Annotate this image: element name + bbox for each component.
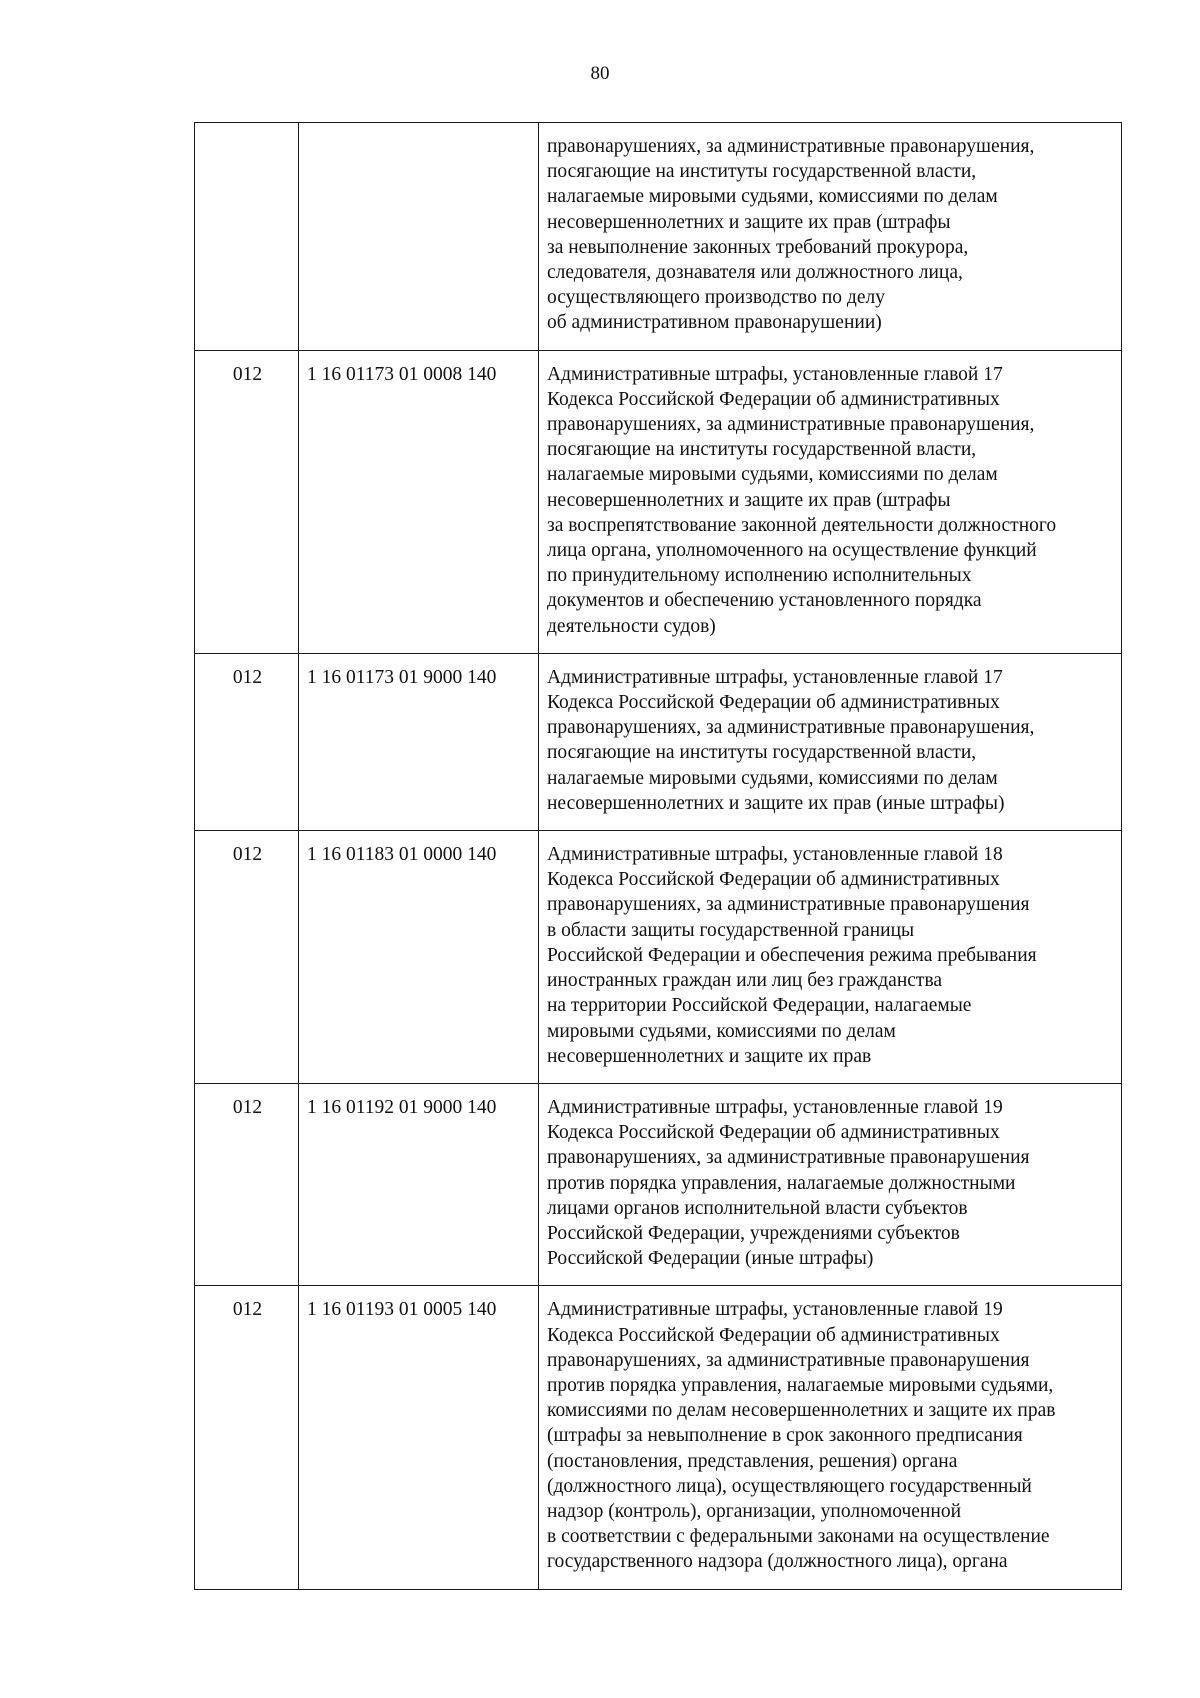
description-line: в области защиты государственной границы [547, 919, 915, 941]
description-line: комиссиями по делам несовершеннолетних и защите их прав [547, 1400, 1056, 1422]
description-cell [539, 123, 1122, 351]
description-line: посягающие на институты государственной власти, [547, 439, 977, 461]
description-line: Административные штрафы, установленные главой 17 [547, 666, 1003, 688]
description-line: Кодекса Российской Федерации об административных [547, 1122, 1000, 1144]
table-row [195, 653, 1122, 830]
description-line: правонарушениях, за административные правонарушения, [547, 414, 1035, 436]
table-row [195, 1286, 1122, 1589]
description-line: лицами органов исполнительной власти субъектов [547, 1197, 968, 1219]
admin-code-cell: 012 [195, 831, 299, 1084]
budget-code-cell: 1 16 01173 01 0008 140 [299, 350, 539, 653]
description-cell [539, 831, 1122, 1084]
description-line: Российской Федерации, учреждениями субъектов [547, 1222, 960, 1244]
description-line: против порядка управления, налагаемые должностными [547, 1172, 1016, 1194]
description-line: на территории Российской Федерации, налагаемые [547, 995, 972, 1017]
table-body [195, 123, 1122, 1590]
description-line: об административном правонарушении) [547, 312, 882, 334]
description-line: правонарушениях, за административные правонарушения [547, 894, 1030, 916]
description-line: (штрафы за невыполнение в срок законного предписания [547, 1425, 1023, 1447]
description-line: мировыми судьями, комиссиями по делам [547, 1020, 896, 1042]
description-line: посягающие на институты государственной власти, [547, 742, 977, 764]
description-line: несовершеннолетних и защите их прав (иные штрафы) [547, 792, 1005, 814]
description-line: Кодекса Российской Федерации об административных [547, 692, 1000, 714]
description-line: Кодекса Российской Федерации об административных [547, 1324, 1000, 1346]
description-line: документов и обеспечению установленного порядка [547, 590, 982, 612]
budget-code-cell: 1 16 01183 01 0000 140 [299, 831, 539, 1084]
description-line: иностранных граждан или лиц без гражданства [547, 970, 943, 992]
description-line: налагаемые мировыми судьями, комиссиями по делам [547, 464, 998, 486]
description-line: лица органа, уполномоченного на осуществление функций [547, 540, 1037, 562]
description-line: правонарушениях, за административные правонарушения [547, 1349, 1030, 1371]
table-row [195, 1083, 1122, 1285]
description-line: налагаемые мировыми судьями, комиссиями по делам [547, 186, 998, 208]
table-row [195, 831, 1122, 1084]
description-line: правонарушениях, за административные правонарушения, [547, 717, 1035, 739]
budget-code-cell: 1 16 01173 01 9000 140 [299, 653, 539, 830]
table-row [195, 123, 1122, 351]
description-line: Российской Федерации (иные штрафы) [547, 1248, 874, 1270]
description-line: несовершеннолетних и защите их прав (штрафы [547, 211, 951, 233]
description-line: несовершеннолетних и защите их прав (штрафы [547, 489, 951, 511]
description-line: за воспрепятствование законной деятельности должностного [547, 514, 1057, 536]
description-line: несовершеннолетних и защите их прав [547, 1045, 872, 1067]
page-number: 80 [590, 63, 610, 84]
description-line: налагаемые мировыми судьями, комиссиями по делам [547, 767, 998, 789]
description-line: Административные штрафы, установленные главой 17 [547, 363, 1003, 385]
description-line: Российской Федерации и обеспечения режима пребывания [547, 944, 1037, 966]
description-line: Кодекса Российской Федерации об административных [547, 388, 1000, 410]
description-line: (должностного лица), осуществляющего государственный [547, 1475, 1032, 1497]
admin-code-cell [195, 123, 299, 351]
description-line: осуществляющего производство по делу [547, 287, 885, 309]
description-line: надзор (контроль), организации, уполномоченной [547, 1500, 962, 1522]
budget-code-cell: 1 16 01193 01 0005 140 [299, 1286, 539, 1589]
description-line: в соответствии с федеральными законами на осуществление [547, 1526, 1050, 1548]
description-line: Кодекса Российской Федерации об административных [547, 869, 1000, 891]
description-line: за невыполнение законных требований прокурора, [547, 236, 969, 258]
admin-code-cell: 012 [195, 1286, 299, 1589]
description-line: деятельности судов) [547, 615, 716, 637]
table-row [195, 350, 1122, 653]
description-line: против порядка управления, налагаемые мировыми судьями, [547, 1374, 1054, 1396]
description-line: следователя, дознавателя или должностного лица, [547, 262, 963, 284]
description-line: Административные штрафы, установленные главой 19 [547, 1299, 1003, 1321]
description-line: по принудительному исполнению исполнительных [547, 565, 972, 587]
budget-code-cell [299, 123, 539, 351]
description-line: посягающие на институты государственной власти, [547, 161, 977, 183]
description-line: (постановления, представления, решения) органа [547, 1450, 958, 1472]
admin-code-cell: 012 [195, 1083, 299, 1285]
admin-code-cell: 012 [195, 350, 299, 653]
description-line: Административные штрафы, установленные главой 18 [547, 844, 1003, 866]
description-line: государственного надзора (должностного лица), органа [547, 1551, 1008, 1573]
description-cell [539, 350, 1122, 653]
budget-classification-table [194, 122, 1122, 1590]
description-cell [539, 1286, 1122, 1589]
budget-code-cell: 1 16 01192 01 9000 140 [299, 1083, 539, 1285]
description-cell [539, 653, 1122, 830]
description-line: правонарушениях, за административные правонарушения, [547, 136, 1035, 157]
description-cell [539, 1083, 1122, 1285]
description-line: правонарушениях, за административные правонарушения [547, 1147, 1030, 1169]
admin-code-cell: 012 [195, 653, 299, 830]
description-line: Административные штрафы, установленные главой 19 [547, 1096, 1003, 1118]
